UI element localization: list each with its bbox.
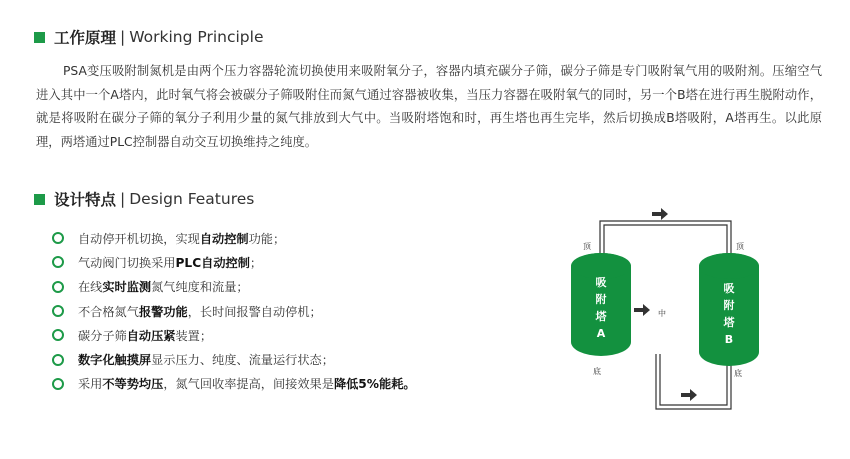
feature-text-run: 显示压力、纯度、流量运行状态； — [151, 353, 334, 368]
feature-list — [52, 226, 416, 396]
working-principle-text — [36, 60, 822, 154]
design-features-heading — [34, 188, 254, 210]
tower-b — [699, 253, 759, 366]
feature-text — [78, 303, 322, 320]
feature-text — [78, 327, 212, 344]
feature-text-run: 功能； — [248, 231, 286, 246]
working-principle-heading — [34, 26, 263, 48]
label-top-left: 顶 — [583, 242, 591, 251]
feature-item — [52, 275, 416, 299]
heading-separator: | — [120, 190, 126, 208]
top-pipe — [600, 221, 731, 254]
feature-text-bold: 不等势均压 — [102, 377, 164, 392]
feature-text-run: 气动阀门切换采用 — [78, 255, 176, 270]
top-pipe-inner — [604, 225, 727, 254]
heading-cn: 设计特点 — [54, 191, 117, 209]
feature-item — [52, 299, 416, 323]
tower-a-char-3: 塔 — [595, 310, 607, 323]
green-square-icon — [34, 32, 45, 43]
feature-item — [52, 372, 416, 396]
label-top-right: 顶 — [736, 242, 744, 251]
label-mid: 中 — [658, 309, 666, 318]
tower-b-char-1: 吸 — [723, 282, 735, 295]
feature-text-run: 不合格氮气 — [78, 304, 139, 319]
tower-a-char-2: 附 — [595, 293, 607, 306]
circle-bullet-icon — [52, 232, 64, 244]
heading-en: Working Principle — [129, 28, 264, 46]
bottom-arrow-icon — [681, 389, 697, 401]
feature-text — [78, 278, 249, 295]
feature-text-run: ，长时间报警自动停机； — [187, 304, 322, 319]
feature-item — [52, 323, 416, 347]
feature-text — [78, 351, 334, 368]
feature-text-run: 自动停开机切换，实现 — [78, 231, 200, 246]
feature-text-bold: PLC自动控制 — [175, 255, 250, 270]
feature-text — [78, 375, 416, 392]
feature-text-bold: 自动控制 — [199, 231, 249, 246]
psa-tower-diagram — [566, 204, 786, 418]
top-arrow-icon — [652, 208, 668, 220]
heading-en: Design Features — [129, 190, 255, 208]
heading-separator: | — [120, 28, 126, 46]
feature-text-run: 碳分子筛 — [78, 328, 127, 343]
feature-text-bold: 实时监测 — [102, 280, 152, 295]
feature-item — [52, 226, 416, 250]
label-bottom-left: 底 — [593, 367, 601, 376]
feature-text-run: ，氮气回收率提高，间接效果是 — [163, 377, 334, 392]
tower-a — [571, 253, 631, 356]
circle-bullet-icon — [52, 378, 64, 390]
feature-item — [52, 250, 416, 274]
tower-b-char-2: 附 — [723, 299, 735, 312]
tower-b-char-4: B — [724, 333, 734, 346]
circle-bullet-icon — [52, 305, 64, 317]
working-principle-paragraph: PSA变压吸附制氮机是由两个压力容器轮流切换使用来吸附氧分子，容器内填充碳分子筛，碳分子筛是专门吸附氧气用的吸附剂。压缩空气进入其中一个A塔内，此时氧气将会被碳分子筛吸附住而氮气通过容器被收集，当压力容器在吸附氧气的同时，另一个B塔在进行再生脱附动作，就是将吸附在碳分子筛的氧分子利用少量的氮气排放到大气中。当吸附塔饱和时，再生塔也再生完毕，然后切换成B塔吸附，A塔再生。以此原理，两塔通过PLC控制器自动交互切换维持之纯度。 — [36, 64, 822, 149]
feature-item — [52, 347, 416, 371]
feature-text-bold: 数字化触摸屏 — [78, 353, 152, 368]
heading-cn: 工作原理 — [54, 29, 117, 47]
feature-text-run: 采用 — [78, 377, 103, 392]
feature-text-run: 氮气纯度和流量； — [151, 280, 249, 295]
circle-bullet-icon — [52, 256, 64, 268]
green-square-icon — [34, 194, 45, 205]
circle-bullet-icon — [52, 329, 64, 341]
tower-b-char-3: 塔 — [723, 316, 735, 329]
feature-text-bold: 自动压紧 — [126, 328, 176, 343]
tower-a-char-4: A — [596, 327, 606, 340]
label-bottom-right: 底 — [734, 369, 742, 378]
feature-text-run: ； — [249, 255, 263, 270]
diagram-svg — [566, 204, 786, 414]
feature-text-bold: 降低5%能耗。 — [333, 377, 416, 392]
feature-text-run: 在线 — [78, 280, 103, 295]
feature-text-bold: 报警功能 — [138, 304, 188, 319]
circle-bullet-icon — [52, 281, 64, 293]
circle-bullet-icon — [52, 354, 64, 366]
tower-a-char-1: 吸 — [595, 276, 607, 289]
feature-text — [78, 254, 262, 271]
feature-text-run: 装置； — [175, 328, 213, 343]
feature-text — [78, 230, 285, 247]
middle-arrow-icon — [634, 304, 650, 316]
